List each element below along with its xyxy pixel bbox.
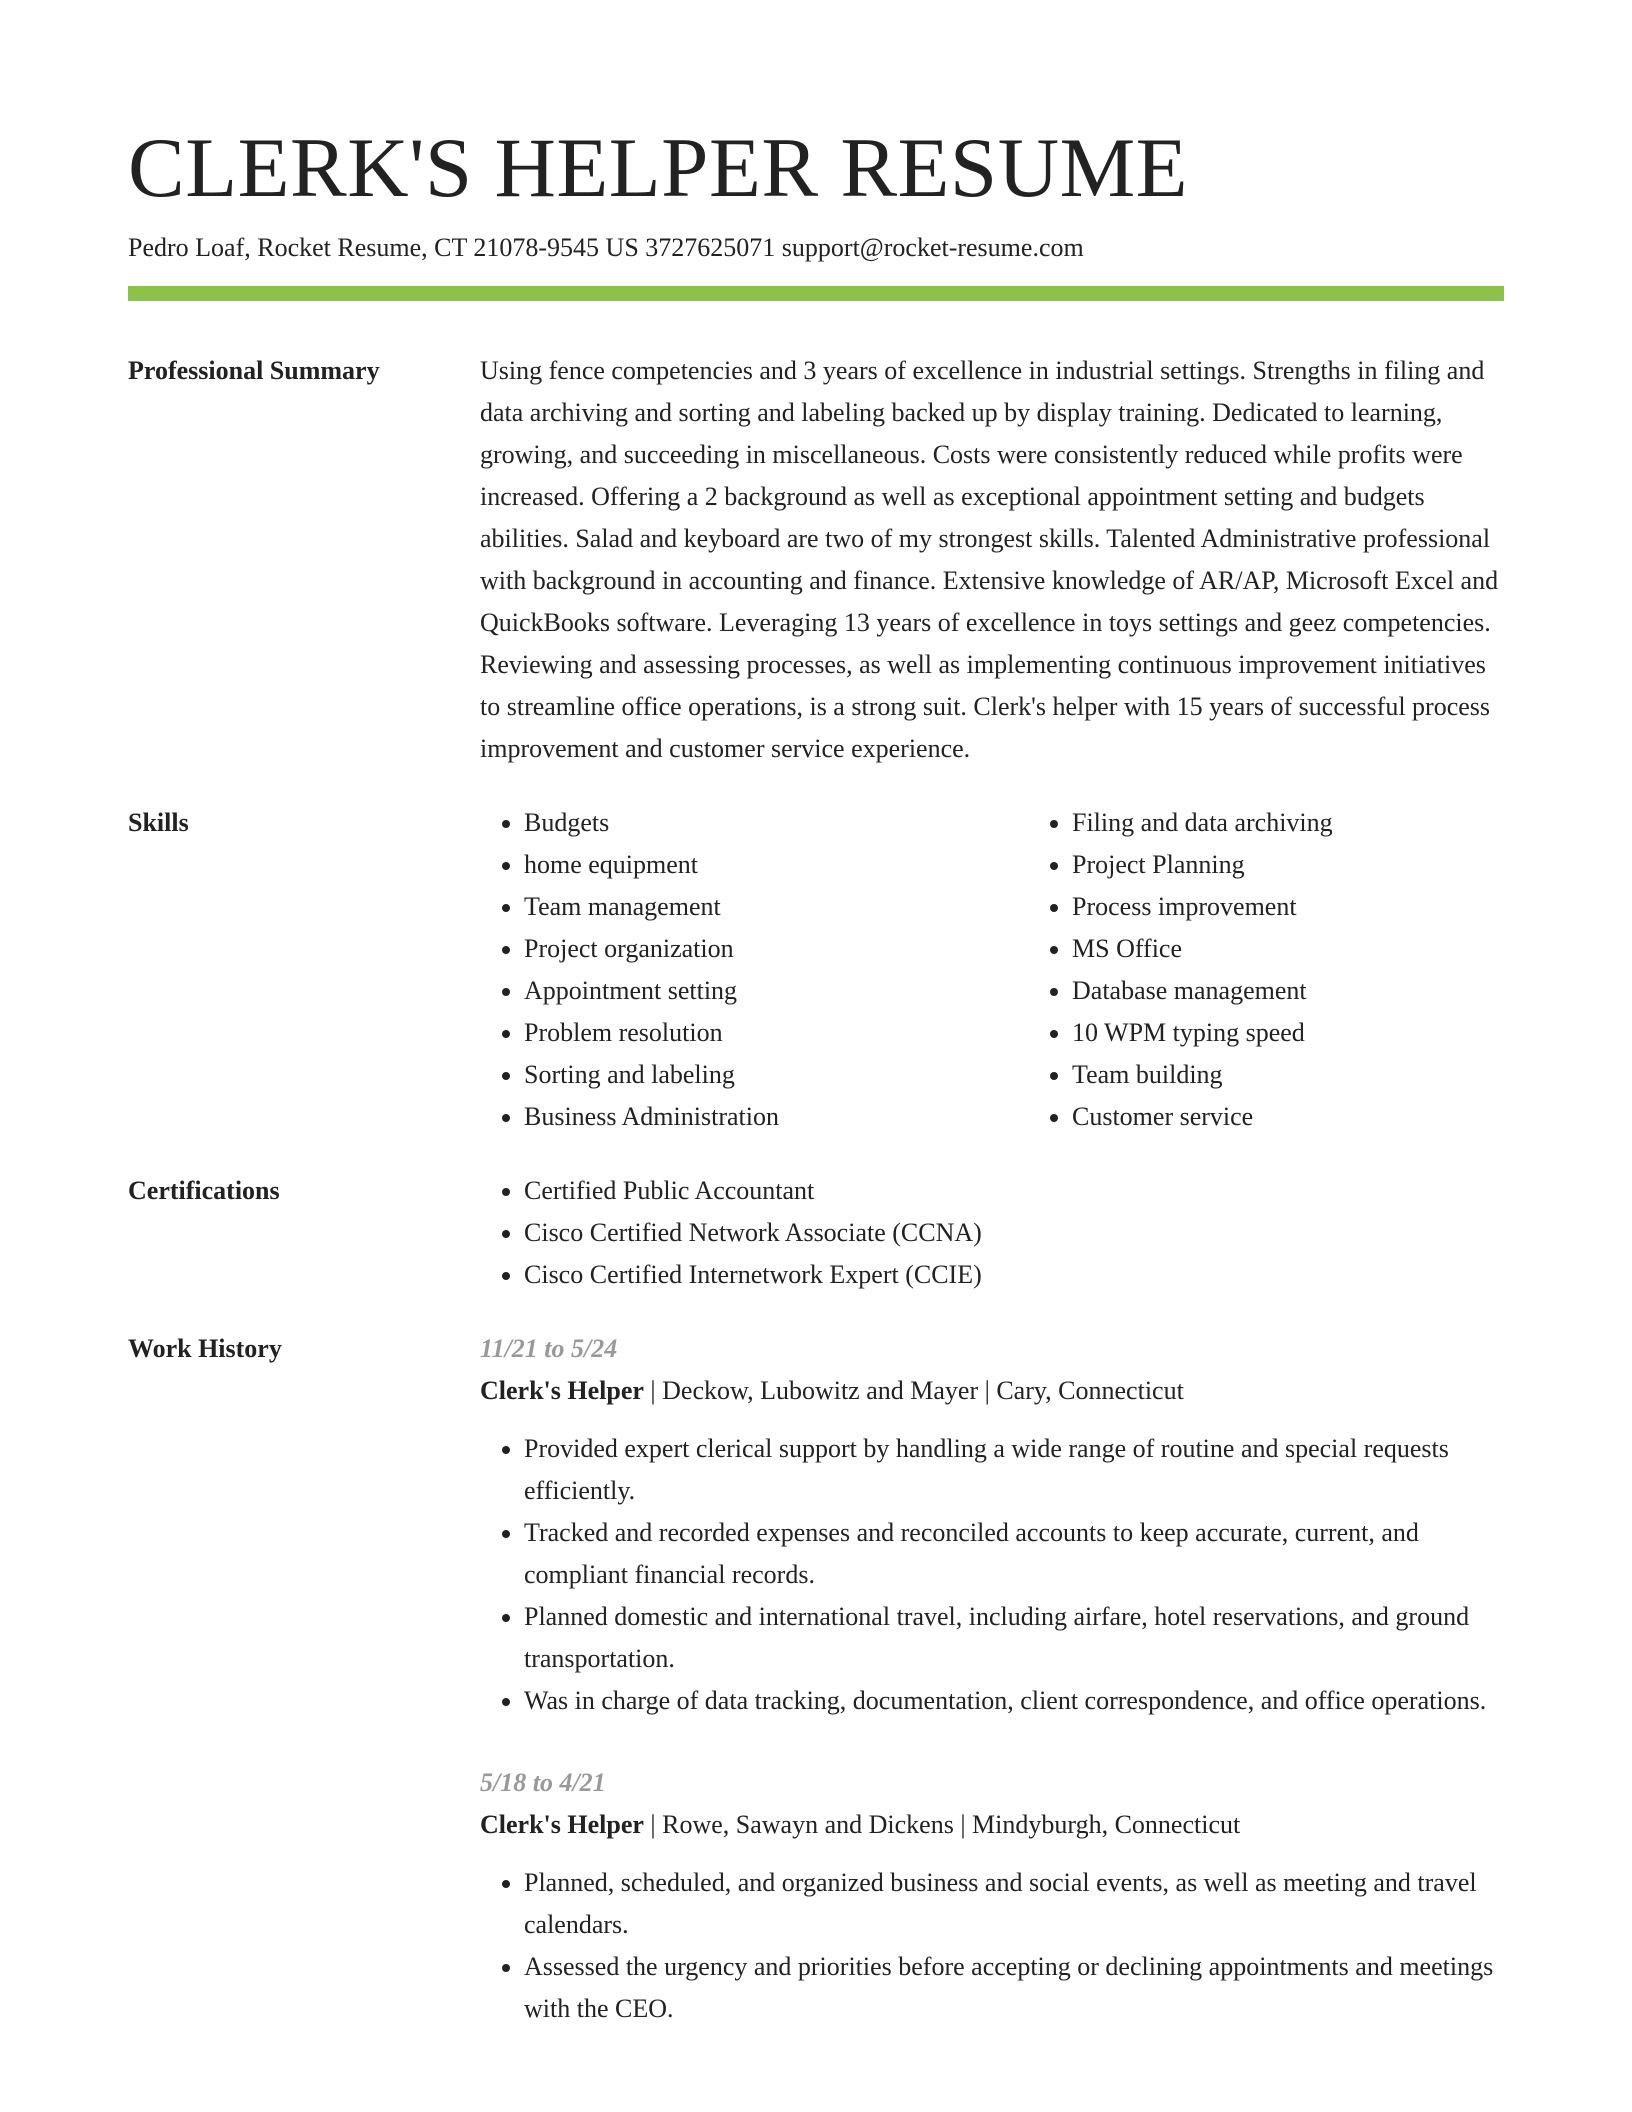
job-duties-list [480,1428,1504,1722]
certification-item: • Cisco Certified Internetwork Expert (CCIE) [524,1254,1504,1296]
accent-divider [128,286,1504,301]
job-entry [480,1328,1504,1722]
certifications-list [480,1170,1504,1296]
page-title: CLERK'S HELPER RESUME [128,121,1189,215]
skill-item: • home equipment [524,844,1028,886]
skill-item: • MS Office [1072,928,1576,970]
contact-line: Pedro Loaf, Rocket Resume, CT 21078-9545 US 3727625071 support@rocket-resume.com [128,233,1084,262]
work-history-label: Work History [128,1334,282,1363]
job-heading [480,1804,1504,1846]
certifications-section [128,1170,1504,1296]
skill-item: • Database management [1072,970,1576,1012]
certification-item: • Cisco Certified Network Associate (CCNA) [524,1212,1504,1254]
work-history-body [480,1328,1504,2070]
skill-item: • 10 WPM typing speed [1072,1012,1576,1054]
skill-item: • Business Administration [524,1096,1028,1138]
job-duty: • Tracked and recorded expenses and reconciled accounts to keep accurate, current, and compliant financial records. [524,1512,1504,1596]
certifications-label: Certifications [128,1176,280,1205]
skills-list-right [1028,802,1576,1138]
summary-section [128,350,1504,770]
job-heading [480,1370,1504,1412]
job-details: | Rowe, Sawayn and Dickens | Mindyburgh, Connecticut [643,1810,1241,1839]
skill-item: • Filing and data archiving [1072,802,1576,844]
skill-item: • Team building [1072,1054,1576,1096]
job-duty: • Provided expert clerical support by handling a wide range of routine and special requests efficiently. [524,1428,1504,1512]
skill-item: • Customer service [1072,1096,1576,1138]
job-title: Clerk's Helper [480,1376,644,1405]
skill-item: • Sorting and labeling [524,1054,1028,1096]
job-duty: • Planned domestic and international travel, including airfare, hotel reservations, and ground transportation. [524,1596,1504,1680]
skill-item: • Process improvement [1072,886,1576,928]
skill-item: • Project Planning [1072,844,1576,886]
job-duties-list [480,1862,1504,2030]
job-duty: • Assessed the urgency and priorities before accepting or declining appointments and meetings with the CEO. [524,1946,1504,2030]
job-title: Clerk's Helper [480,1810,644,1839]
skill-item: • Project organization [524,928,1028,970]
job-duty: • Planned, scheduled, and organized business and social events, as well as meeting and travel calendars. [524,1862,1504,1946]
job-duty: • Was in charge of data tracking, documentation, client correspondence, and office operations. [524,1680,1504,1722]
certifications-body [480,1170,1504,1296]
skill-item: • Team management [524,886,1028,928]
job-dates: 11/21 to 5/24 [480,1334,618,1363]
skill-item: • Problem resolution [524,1012,1028,1054]
job-dates: 5/18 to 4/21 [480,1768,606,1797]
skill-item: • Appointment setting [524,970,1028,1012]
summary-label: Professional Summary [128,356,380,385]
job-entry [480,1762,1504,2030]
skills-section [128,802,1504,1138]
skills-columns [480,802,1576,1138]
skills-label: Skills [128,808,189,837]
work-history-section [128,1328,1504,2070]
skills-list-left [480,802,1028,1138]
certification-item: • Certified Public Accountant [524,1170,1504,1212]
summary-text: Using fence competencies and 3 years of excellence in industrial settings. Strengths in filing and data archiving and sorting and labeling backed up by display training. Dedicated to learning, growing, and succeeding in miscellaneous. Costs were consistently reduced while profits were increased. Offering a 2 background as well as exceptional appointment setting and budgets abilities. Salad and keyboard are two of my strongest skills. Talented Administrative professional with background in accounting and finance. Extensive knowledge of AR/AP, Microsoft Excel and QuickBooks software. Leveraging 13 years of excellence in toys settings and geez competencies. Reviewing and assessing processes, as well as implementing continuous improvement initiatives to streamline office operations, is a strong suit. Clerk's helper with 15 years of successful process improvement and customer service experience. [480,356,1499,763]
skill-item: • Budgets [524,802,1028,844]
job-details: | Deckow, Lubowitz and Mayer | Cary, Connecticut [643,1376,1184,1405]
